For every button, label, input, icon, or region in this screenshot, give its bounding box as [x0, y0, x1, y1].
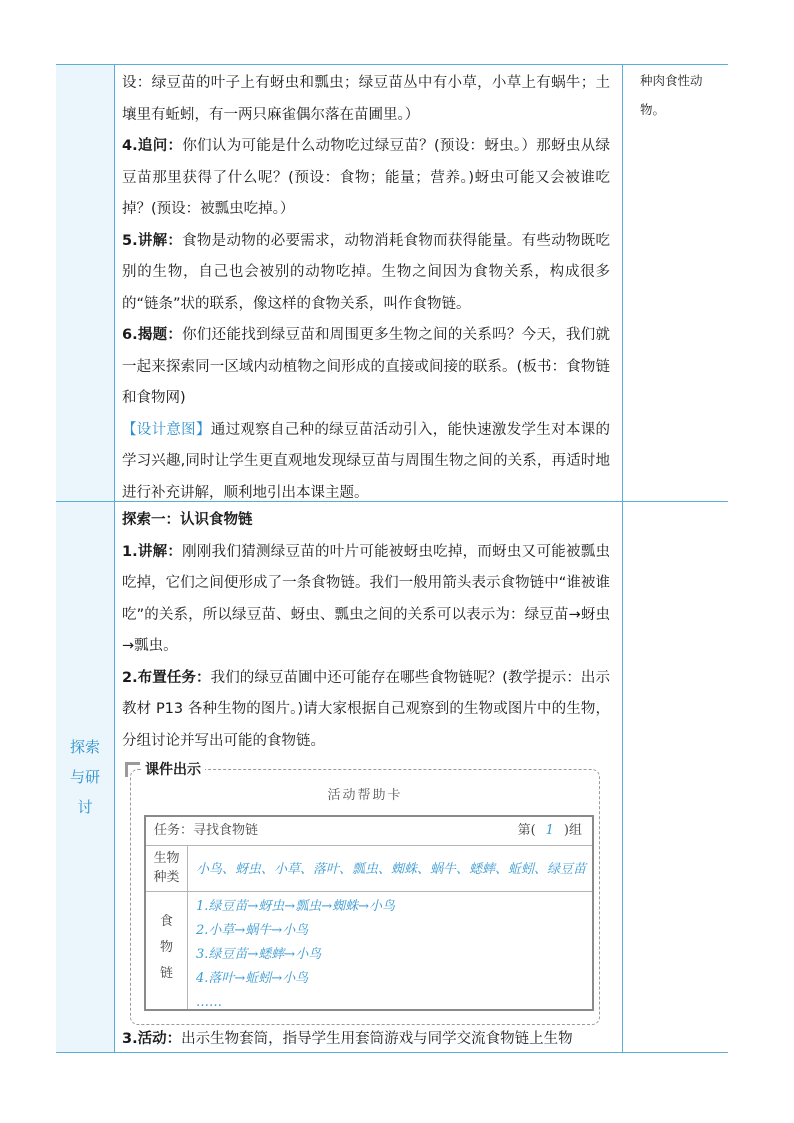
organisms-list: 小鸟、蚜虫、小草、落叶、瓢虫、蜘蛛、蜗牛、蟋蟀、蚯蚓、绿豆苗: [196, 862, 587, 877]
organisms-label: 生物 种类: [146, 845, 188, 891]
list-item: 3.绿豆苗→蟋蟀→小鸟: [196, 947, 322, 962]
top-section-content: [122, 68, 610, 509]
paragraph: 6.揭题：你们还能找到绿豆苗和周围更多生物之间的关系吗？今天，我们就一起来探索同一区域内动植物之间形成的直接或间接的联系。(板书：食物链和食物网): [122, 327, 610, 406]
list-item: 4.落叶→蚯蚓→小鸟: [196, 971, 309, 986]
column-divider-left: [114, 64, 115, 1053]
paragraph: 5.讲解：食物是动物的必要需求，动物消耗食物而获得能量。有些动物既吃别的生物，自己也会被别的动物吃掉。生物之间因为食物关系，构成很多的“链条”状的联系，像这样的食物关系，叫作食物链。: [122, 232, 610, 312]
card-chains-row: [146, 891, 592, 1009]
paragraph: 2.布置任务：我们的绿豆苗圃中还可能存在哪些食物链呢？(教学提示：出示教材 P13 各种生物的图片。)请大家根据自己观察到的生物或图片中的生物，分组讨论并写出可能的食物链。: [122, 669, 611, 749]
design-intent-tag: 【设计意图】: [122, 421, 211, 438]
section-side-label: 探索 与研 讨: [69, 738, 100, 816]
paragraph: 1.讲解：刚刚我们猜测绿豆苗的叶片可能被蚜虫吃掉，而蚜虫又可能被瓢虫吃掉，它们之间便形成了一条食物链。我们一般用箭头表示食物链中“谁被谁吃”的关系，所以绿豆苗、蚜虫、瓢虫之间的关系可以表示为：绿豆苗→蚜虫→瓢虫。: [122, 543, 610, 654]
left-column: [56, 64, 114, 1053]
list-item: 2.小草→蜗牛→小鸟: [196, 923, 309, 938]
bottom-section-content: [122, 505, 610, 757]
card-task-row: [146, 817, 592, 846]
right-note: 种肉食性动物。: [640, 73, 703, 117]
paragraph: 4.追问：你们认为可能是什么动物吃过绿豆苗？(预设：蚜虫。）那蚜虫从绿豆苗那里获得了什么呢？(预设：食物；能量；营养。)蚜虫可能又会被谁吃掉？(预设：被瓢虫吃掉。）: [122, 138, 610, 217]
design-intent: 【设计意图】通过观察自己种的绿豆苗活动引入，能快速激发学生对本课的学习兴趣,同时让学生更直观地发现绿豆苗与周围生物之间的关系，再适时地进行补充讲解，顺利地引出本课主题。: [122, 421, 610, 501]
table-top-border: [56, 64, 728, 65]
section-heading: 探索一：认识食物链: [122, 512, 253, 528]
courseware-box: [130, 762, 600, 1025]
list-item: ……: [196, 995, 222, 1010]
card-group: 第( 1 )组: [517, 823, 582, 838]
chains-list: [196, 895, 395, 1015]
corner-bracket-icon: [125, 762, 140, 777]
list-item: 1.绿豆苗→蚜虫→瓢虫→蜘蛛→小鸟: [196, 899, 395, 914]
chains-label: 食 物 链: [146, 891, 188, 1009]
courseware-label: 课件出示: [141, 759, 205, 779]
activity-card: [144, 815, 594, 1011]
last-paragraph: 3.活动：出示生物套筒，指导学生用套筒游戏与同学交流食物链上生物: [122, 1031, 573, 1047]
paragraph: 设：绿豆苗的叶子上有蚜虫和瓢虫；绿豆苗丛中有小草，小草上有蜗牛；土壤里有蚯蚓，有一两只麻雀偶尔落在苗圃里。）: [122, 75, 610, 123]
card-title: 活动帮助卡: [327, 788, 403, 803]
column-divider-right: [622, 64, 623, 1053]
card-task: 任务：寻找食物链: [154, 823, 259, 838]
lesson-table: [56, 64, 728, 1053]
card-organisms-row: [146, 845, 592, 892]
